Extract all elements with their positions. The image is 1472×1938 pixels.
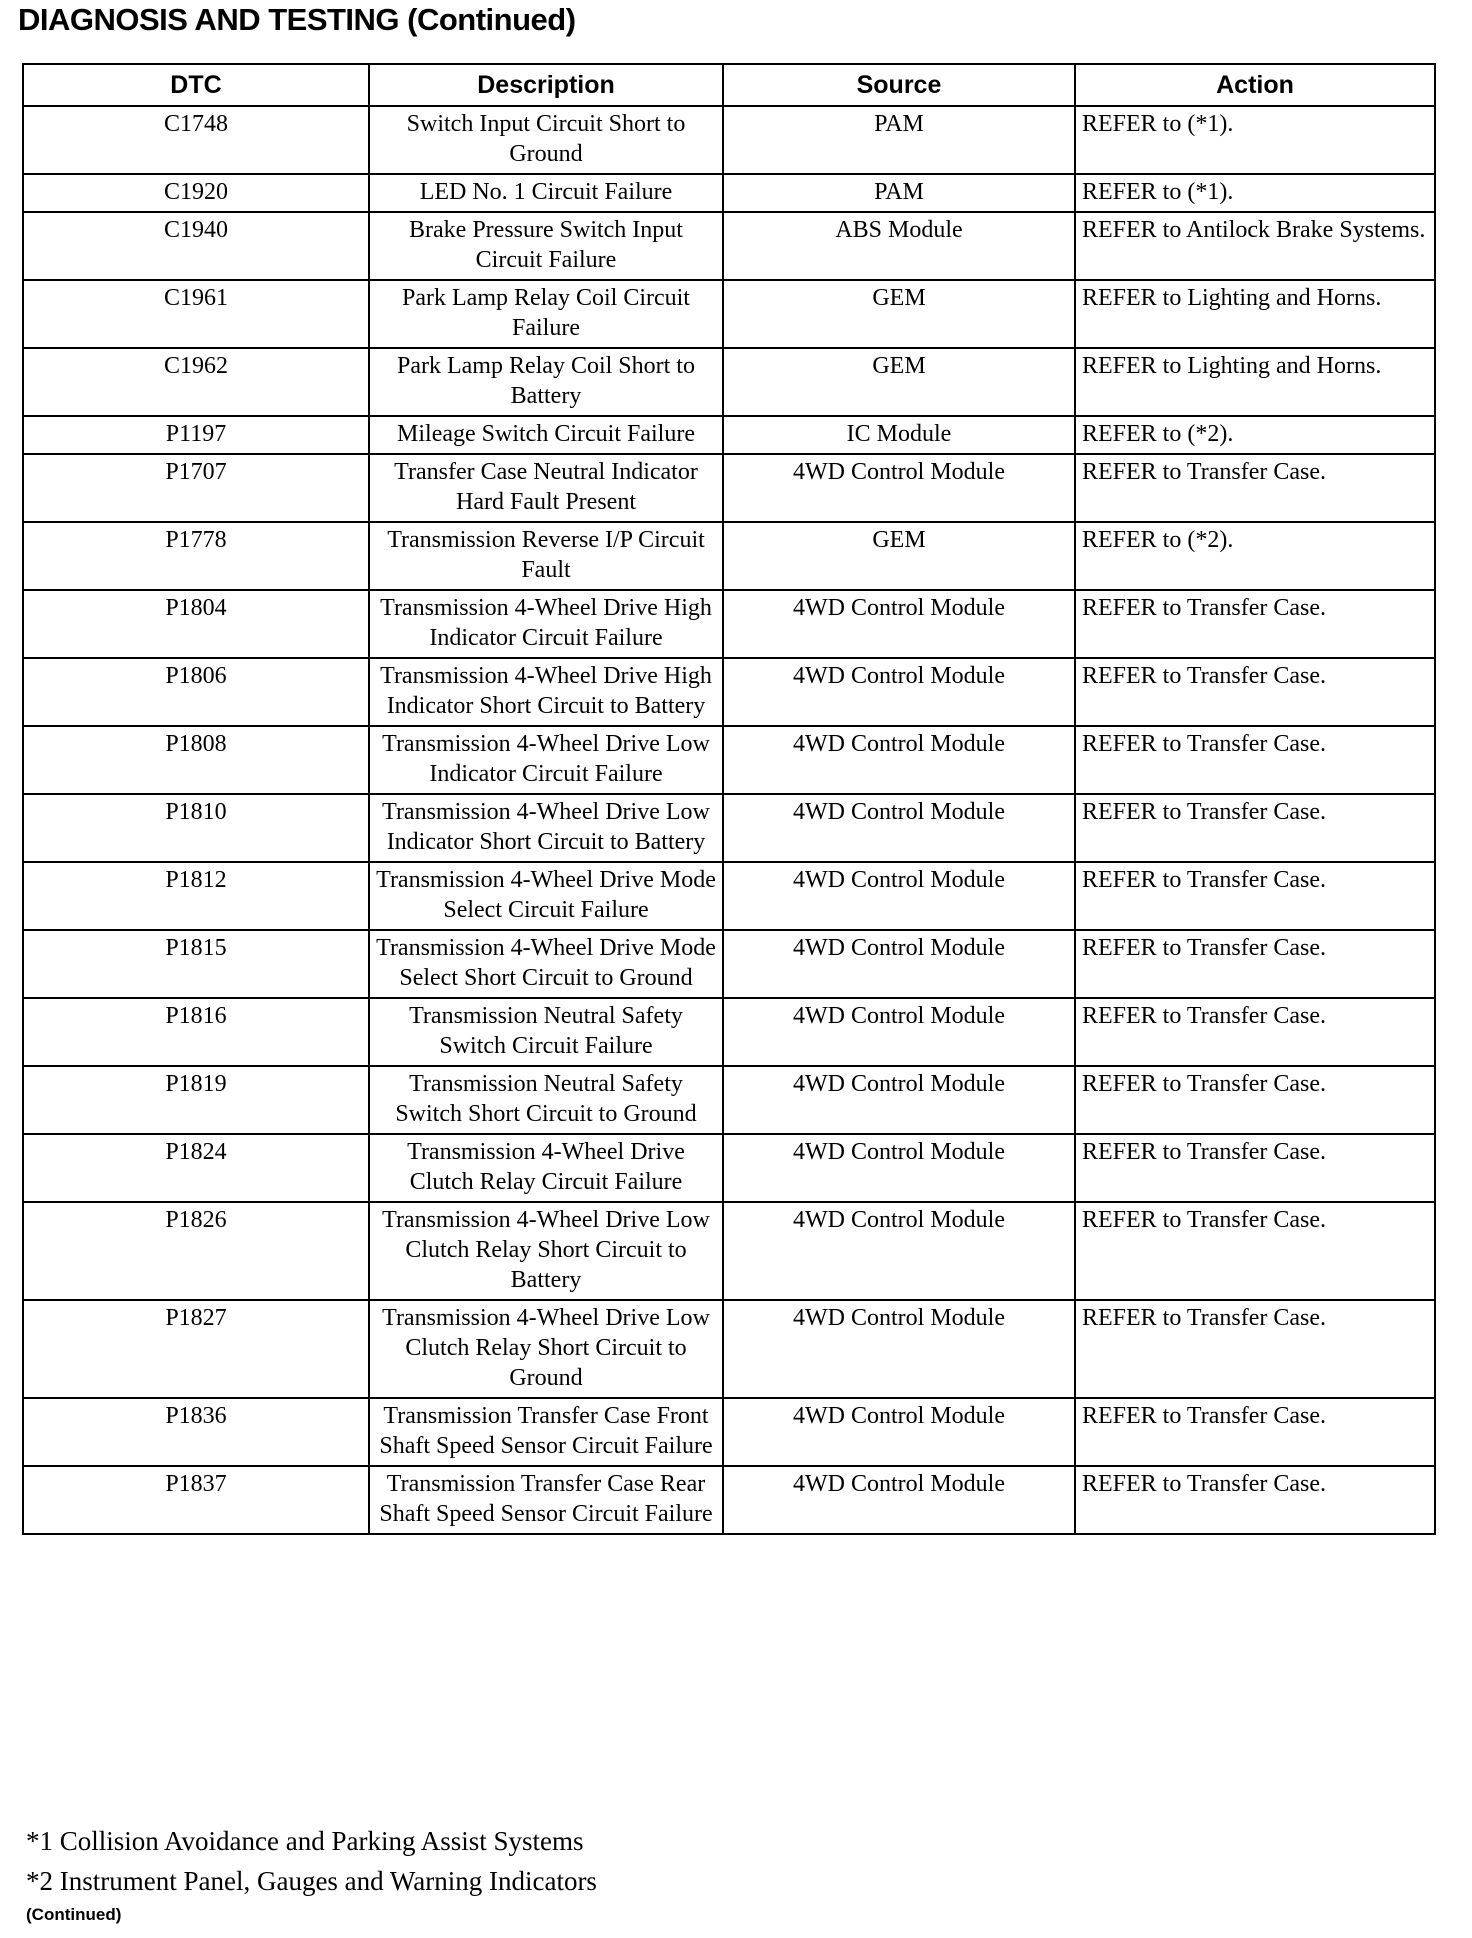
dtc-action: REFER to Lighting and Horns. — [1075, 348, 1435, 416]
dtc-action: REFER to (*2). — [1075, 522, 1435, 590]
dtc-description: Brake Pressure Switch Input Circuit Failure — [369, 212, 723, 280]
table-row — [23, 106, 1435, 174]
dtc-table — [22, 63, 1436, 1535]
dtc-code: P1827 — [23, 1300, 369, 1398]
dtc-description: Transmission 4-Wheel Drive Low Indicator Short Circuit to Battery — [369, 794, 723, 862]
dtc-source: 4WD Control Module — [723, 930, 1075, 998]
dtc-action: REFER to Transfer Case. — [1075, 590, 1435, 658]
table-row — [23, 1466, 1435, 1534]
table-row — [23, 862, 1435, 930]
dtc-description: Transfer Case Neutral Indicator Hard Fault Present — [369, 454, 723, 522]
dtc-description: Transmission 4-Wheel Drive Mode Select Circuit Failure — [369, 862, 723, 930]
dtc-code: P1778 — [23, 522, 369, 590]
dtc-description: Transmission Neutral Safety Switch Short Circuit to Ground — [369, 1066, 723, 1134]
dtc-code: P1804 — [23, 590, 369, 658]
table-row — [23, 998, 1435, 1066]
dtc-source: 4WD Control Module — [723, 998, 1075, 1066]
table-header-row — [23, 64, 1435, 106]
dtc-action: REFER to Transfer Case. — [1075, 454, 1435, 522]
dtc-source: 4WD Control Module — [723, 1134, 1075, 1202]
table-row — [23, 726, 1435, 794]
dtc-code: C1962 — [23, 348, 369, 416]
dtc-description: Transmission 4-Wheel Drive Low Clutch Relay Short Circuit to Ground — [369, 1300, 723, 1398]
dtc-code: P1808 — [23, 726, 369, 794]
dtc-description: Transmission 4-Wheel Drive Mode Select Short Circuit to Ground — [369, 930, 723, 998]
table-row — [23, 658, 1435, 726]
dtc-action: REFER to Transfer Case. — [1075, 1202, 1435, 1300]
table-row — [23, 1134, 1435, 1202]
footnote-2: *2 Instrument Panel, Gauges and Warning Indicators — [26, 1866, 597, 1896]
header-source: Source — [723, 64, 1075, 106]
dtc-description: Park Lamp Relay Coil Circuit Failure — [369, 280, 723, 348]
dtc-description: Park Lamp Relay Coil Short to Battery — [369, 348, 723, 416]
dtc-code: P1824 — [23, 1134, 369, 1202]
dtc-action: REFER to Transfer Case. — [1075, 1066, 1435, 1134]
dtc-source: 4WD Control Module — [723, 1066, 1075, 1134]
header-action: Action — [1075, 64, 1435, 106]
dtc-code: C1920 — [23, 174, 369, 212]
dtc-description: Transmission Transfer Case Front Shaft Speed Sensor Circuit Failure — [369, 1398, 723, 1466]
dtc-code: P1837 — [23, 1466, 369, 1534]
dtc-code: P1836 — [23, 1398, 369, 1466]
table-row — [23, 1300, 1435, 1398]
dtc-source: ABS Module — [723, 212, 1075, 280]
dtc-source: 4WD Control Module — [723, 862, 1075, 930]
dtc-description: Transmission 4-Wheel Drive High Indicator Circuit Failure — [369, 590, 723, 658]
dtc-code: C1961 — [23, 280, 369, 348]
dtc-source: PAM — [723, 174, 1075, 212]
table-row — [23, 1202, 1435, 1300]
dtc-source: GEM — [723, 280, 1075, 348]
table-row — [23, 212, 1435, 280]
dtc-code: P1816 — [23, 998, 369, 1066]
dtc-description: LED No. 1 Circuit Failure — [369, 174, 723, 212]
table-row — [23, 522, 1435, 590]
dtc-source: GEM — [723, 522, 1075, 590]
dtc-description: Transmission 4-Wheel Drive Clutch Relay Circuit Failure — [369, 1134, 723, 1202]
table-row — [23, 794, 1435, 862]
dtc-action: REFER to Transfer Case. — [1075, 1398, 1435, 1466]
page-title: DIAGNOSIS AND TESTING (Continued) — [18, 2, 576, 37]
footnote-1: *1 Collision Avoidance and Parking Assist Systems — [26, 1826, 584, 1856]
table-row — [23, 280, 1435, 348]
dtc-description: Transmission Transfer Case Rear Shaft Speed Sensor Circuit Failure — [369, 1466, 723, 1534]
dtc-action: REFER to Transfer Case. — [1075, 862, 1435, 930]
table-row — [23, 348, 1435, 416]
header-description: Description — [369, 64, 723, 106]
dtc-action: REFER to Transfer Case. — [1075, 658, 1435, 726]
dtc-action: REFER to Transfer Case. — [1075, 794, 1435, 862]
dtc-action: REFER to Antilock Brake Systems. — [1075, 212, 1435, 280]
dtc-action: REFER to (*1). — [1075, 106, 1435, 174]
dtc-code: P1819 — [23, 1066, 369, 1134]
dtc-source: 4WD Control Module — [723, 658, 1075, 726]
dtc-description: Transmission 4-Wheel Drive Low Clutch Relay Short Circuit to Battery — [369, 1202, 723, 1300]
dtc-source: 4WD Control Module — [723, 1466, 1075, 1534]
dtc-source: GEM — [723, 348, 1075, 416]
dtc-code: P1707 — [23, 454, 369, 522]
dtc-code: P1826 — [23, 1202, 369, 1300]
dtc-action: REFER to Transfer Case. — [1075, 726, 1435, 794]
dtc-action: REFER to Transfer Case. — [1075, 1300, 1435, 1398]
dtc-source: 4WD Control Module — [723, 726, 1075, 794]
table-row — [23, 930, 1435, 998]
dtc-action: REFER to Transfer Case. — [1075, 998, 1435, 1066]
table-row — [23, 416, 1435, 454]
dtc-description: Transmission Reverse I/P Circuit Fault — [369, 522, 723, 590]
dtc-description: Transmission 4-Wheel Drive High Indicator Short Circuit to Battery — [369, 658, 723, 726]
dtc-code: P1815 — [23, 930, 369, 998]
dtc-code: P1812 — [23, 862, 369, 930]
dtc-action: REFER to Transfer Case. — [1075, 1134, 1435, 1202]
dtc-source: 4WD Control Module — [723, 1300, 1075, 1398]
table-row — [23, 174, 1435, 212]
dtc-source: 4WD Control Module — [723, 1202, 1075, 1300]
table-row — [23, 1398, 1435, 1466]
continued-label: (Continued) — [26, 1905, 122, 1924]
dtc-code: P1810 — [23, 794, 369, 862]
dtc-source: 4WD Control Module — [723, 1398, 1075, 1466]
dtc-description: Switch Input Circuit Short to Ground — [369, 106, 723, 174]
dtc-source: IC Module — [723, 416, 1075, 454]
dtc-source: 4WD Control Module — [723, 794, 1075, 862]
dtc-description: Mileage Switch Circuit Failure — [369, 416, 723, 454]
dtc-source: 4WD Control Module — [723, 454, 1075, 522]
dtc-code: P1197 — [23, 416, 369, 454]
dtc-action: REFER to Lighting and Horns. — [1075, 280, 1435, 348]
dtc-code: C1940 — [23, 212, 369, 280]
dtc-description: Transmission 4-Wheel Drive Low Indicator Circuit Failure — [369, 726, 723, 794]
table-row — [23, 590, 1435, 658]
header-dtc: DTC — [23, 64, 369, 106]
table-row — [23, 454, 1435, 522]
dtc-code: C1748 — [23, 106, 369, 174]
dtc-source: 4WD Control Module — [723, 590, 1075, 658]
dtc-action: REFER to (*2). — [1075, 416, 1435, 454]
table-row — [23, 1066, 1435, 1134]
dtc-source: PAM — [723, 106, 1075, 174]
dtc-description: Transmission Neutral Safety Switch Circuit Failure — [369, 998, 723, 1066]
dtc-action: REFER to (*1). — [1075, 174, 1435, 212]
dtc-action: REFER to Transfer Case. — [1075, 930, 1435, 998]
dtc-action: REFER to Transfer Case. — [1075, 1466, 1435, 1534]
dtc-code: P1806 — [23, 658, 369, 726]
